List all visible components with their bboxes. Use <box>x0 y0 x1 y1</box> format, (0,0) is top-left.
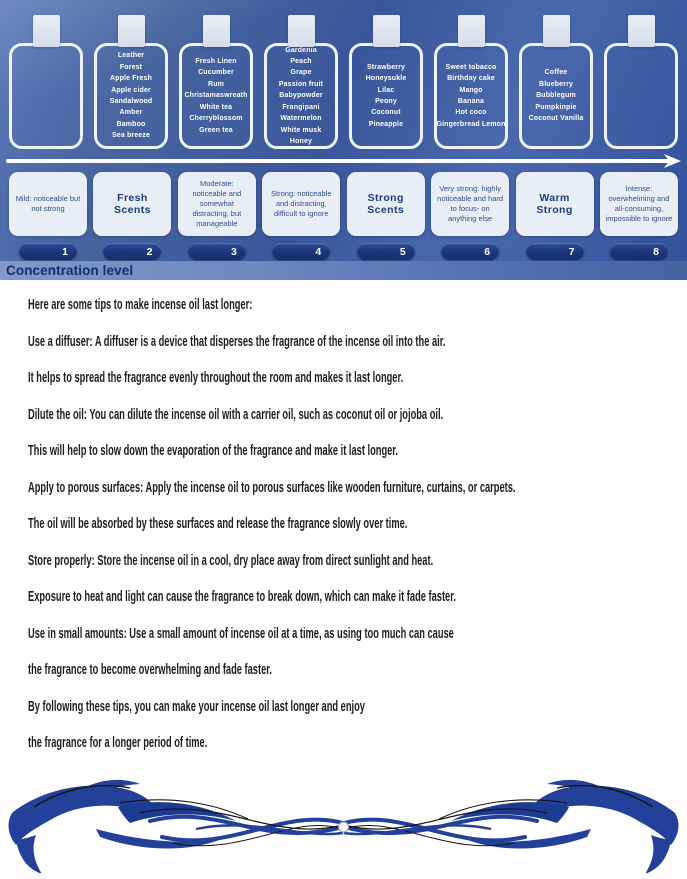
bottle-cap-icon <box>628 15 655 47</box>
level-description: Strong Scents <box>367 192 405 216</box>
bottle-body <box>604 43 678 149</box>
tips-section <box>0 280 687 750</box>
bottle-cap-icon <box>373 15 400 47</box>
scent-name: Peony <box>375 98 397 105</box>
bottle <box>604 15 678 149</box>
scent-name: Pumpkinpie <box>535 103 577 111</box>
level-box <box>347 172 425 236</box>
scent-name: Coconut <box>371 109 401 117</box>
scent-name: Green tea <box>199 126 233 134</box>
level-pill <box>441 243 499 260</box>
scent-name: Babypowder <box>279 92 323 100</box>
scent-name: Rum <box>207 80 224 88</box>
levels-row <box>9 172 678 236</box>
scent-name: Gardenia <box>285 46 317 54</box>
level-description: Mild: noticeable but not strong <box>15 194 81 213</box>
scent-name: Fresh Linen <box>195 58 237 66</box>
scent-name: Coffee <box>544 69 568 77</box>
bottle-body <box>94 43 168 149</box>
level-description: Intense: overwhelming and all-consuming, impossible to ignore <box>605 184 673 223</box>
level-box <box>516 172 594 236</box>
scent-name: Frangipani <box>282 103 320 111</box>
tip-text-line: Exposure to heat and light can cause the fragrance to break down, which can make it fade faster. <box>28 588 456 605</box>
level-box <box>262 172 340 236</box>
level-pill <box>272 243 330 260</box>
scent-name: Blueberry <box>538 80 574 88</box>
scent-name: Gingerbread Lemon <box>436 120 506 128</box>
tip-text-line: Here are some tips to make incense oil last longer: <box>28 296 253 313</box>
level-description: Strong: noticeable and distracting, difficult to ignore <box>271 189 332 218</box>
scent-name: Cucumber <box>198 69 234 77</box>
bottles-row <box>9 15 678 149</box>
bottle <box>179 15 253 149</box>
level-number: 3 <box>231 245 237 258</box>
bottle-cap-icon <box>458 15 485 47</box>
tip-text-line: The oil will be absorbed by these surfaces and release the fragrance slowly over time. <box>28 515 408 532</box>
level-number: 1 <box>62 245 68 258</box>
scent-name: Strawberry <box>366 63 406 71</box>
bottle-cap-icon <box>203 15 230 47</box>
level-description: Very strong: highly noticeable and hard to focus- on anything else <box>437 184 504 223</box>
caption-strip <box>0 261 687 280</box>
scent-name: Sweet tobacco <box>445 63 497 71</box>
bottle-body <box>9 43 83 149</box>
bottle <box>434 15 508 149</box>
tribal-flourish-icon <box>0 777 687 873</box>
bottle-body <box>264 43 338 149</box>
level-box <box>431 172 509 236</box>
tip-text-line: It helps to spread the fragrance evenly throughout the room and makes it last longer. <box>28 369 404 386</box>
bottle-body <box>349 43 423 149</box>
level-pill <box>610 243 668 260</box>
bottle-cap-icon <box>288 15 315 47</box>
scent-name: Birthday cake <box>447 75 495 83</box>
scent-name: Bamboo <box>116 120 146 128</box>
level-pill-slot <box>600 243 678 260</box>
level-number: 4 <box>315 245 322 258</box>
tip-text-line: Apply to porous surfaces: Apply the incense oil to porous surfaces like wooden furniture, curtains, or carpets. <box>28 478 516 496</box>
level-pill <box>103 243 161 260</box>
level-number-pills-row <box>9 243 678 260</box>
bottle-cap-icon <box>543 15 570 47</box>
scent-concentration-chart <box>0 0 687 280</box>
level-pill-slot <box>9 243 87 260</box>
level-number: 7 <box>568 245 575 258</box>
tip-text-line: Use a diffuser: A diffuser is a device that disperses the fragrance of the incense oil into the air. <box>28 332 446 350</box>
scent-name: Honey <box>289 137 313 145</box>
level-description: Moderate: noticeable and somewhat distracting, but manageable <box>192 179 242 228</box>
scent-name: Pineapple <box>368 120 404 128</box>
scent-name: White tea <box>199 103 233 111</box>
bottle-body <box>179 43 253 149</box>
level-description: Fresh Scents <box>114 192 151 216</box>
scent-name: Mango <box>459 86 483 94</box>
tip-text-line: Store properly: Store the incense oil in a cool, dry place away from direct sunlight and heat. <box>28 551 434 569</box>
scent-name: Apple cider <box>111 86 151 94</box>
bottle-cap-icon <box>33 15 60 47</box>
scent-name: Forest <box>119 63 143 71</box>
scent-name: Sea breeze <box>111 132 151 140</box>
scent-name: Grape <box>290 69 312 77</box>
scent-name: Amber <box>119 109 143 117</box>
concentration-axis-arrow <box>6 153 683 169</box>
concentration-level-label: Concentration level <box>6 263 134 278</box>
level-pill <box>526 243 584 260</box>
level-pill <box>19 243 77 260</box>
tip-text-line: By following these tips, you can make your incense oil last longer and enjoy <box>28 697 365 715</box>
scent-name: Apple Fresh <box>109 75 153 83</box>
level-number: 5 <box>399 245 406 258</box>
bottle-cap-icon <box>118 15 145 47</box>
level-box <box>178 172 256 236</box>
scent-name: Lilac <box>377 86 395 94</box>
scent-name: Christamaswreath <box>184 92 248 100</box>
scent-name: Passion fruit <box>278 80 324 88</box>
tip-text-line: Dilute the oil: You can dilute the incense oil with a carrier oil, such as coconut oil or jojoba oil. <box>28 405 444 423</box>
bottle <box>519 15 593 149</box>
level-number: 6 <box>484 245 491 258</box>
scent-name: Banana <box>457 98 485 105</box>
scent-name: Bubblegum <box>536 92 576 100</box>
scent-name: Leather <box>117 52 145 60</box>
scent-name: Peach <box>290 58 312 66</box>
scent-name: Honeysukle <box>365 75 407 83</box>
scent-name: White musk <box>280 126 322 134</box>
tip-text-line: Use in small amounts: Use a small amount of incense oil at a time, as using too much can cause <box>28 624 454 642</box>
level-pill <box>357 243 415 260</box>
bottle <box>9 15 83 149</box>
level-box <box>93 172 171 236</box>
tip-text-line: the fragrance to become overwhelming and fade faster. <box>28 661 272 678</box>
level-box <box>9 172 87 236</box>
bottle <box>264 15 338 149</box>
level-pill <box>188 243 246 260</box>
level-number: 8 <box>653 245 659 258</box>
bottle <box>94 15 168 149</box>
level-pill-slot <box>93 243 171 260</box>
scent-name: Watermelon <box>280 115 322 123</box>
level-pill-slot <box>347 243 425 260</box>
bottle <box>349 15 423 149</box>
bottle-body <box>519 43 593 149</box>
level-pill-slot <box>178 243 256 260</box>
level-pill-slot <box>516 243 594 260</box>
level-pill-slot <box>431 243 509 260</box>
level-box <box>600 172 678 236</box>
scent-name: Sandalwood <box>109 98 153 105</box>
tip-text-line: This will help to slow down the evaporation of the fragrance and make it last longer. <box>28 442 398 459</box>
scent-name: Coconut Vanilla <box>528 115 584 123</box>
tip-text-line: the fragrance for a longer period of time. <box>28 734 208 751</box>
scent-name: Cherryblossom <box>189 115 243 123</box>
tribal-flourish-divider <box>0 777 687 873</box>
right-arrow-icon <box>6 153 683 169</box>
level-pill-slot <box>262 243 340 260</box>
level-description: Warm Strong <box>536 192 573 216</box>
level-number: 2 <box>146 245 153 258</box>
scent-name: Hot coco <box>455 109 487 117</box>
bottle-body <box>434 43 508 149</box>
